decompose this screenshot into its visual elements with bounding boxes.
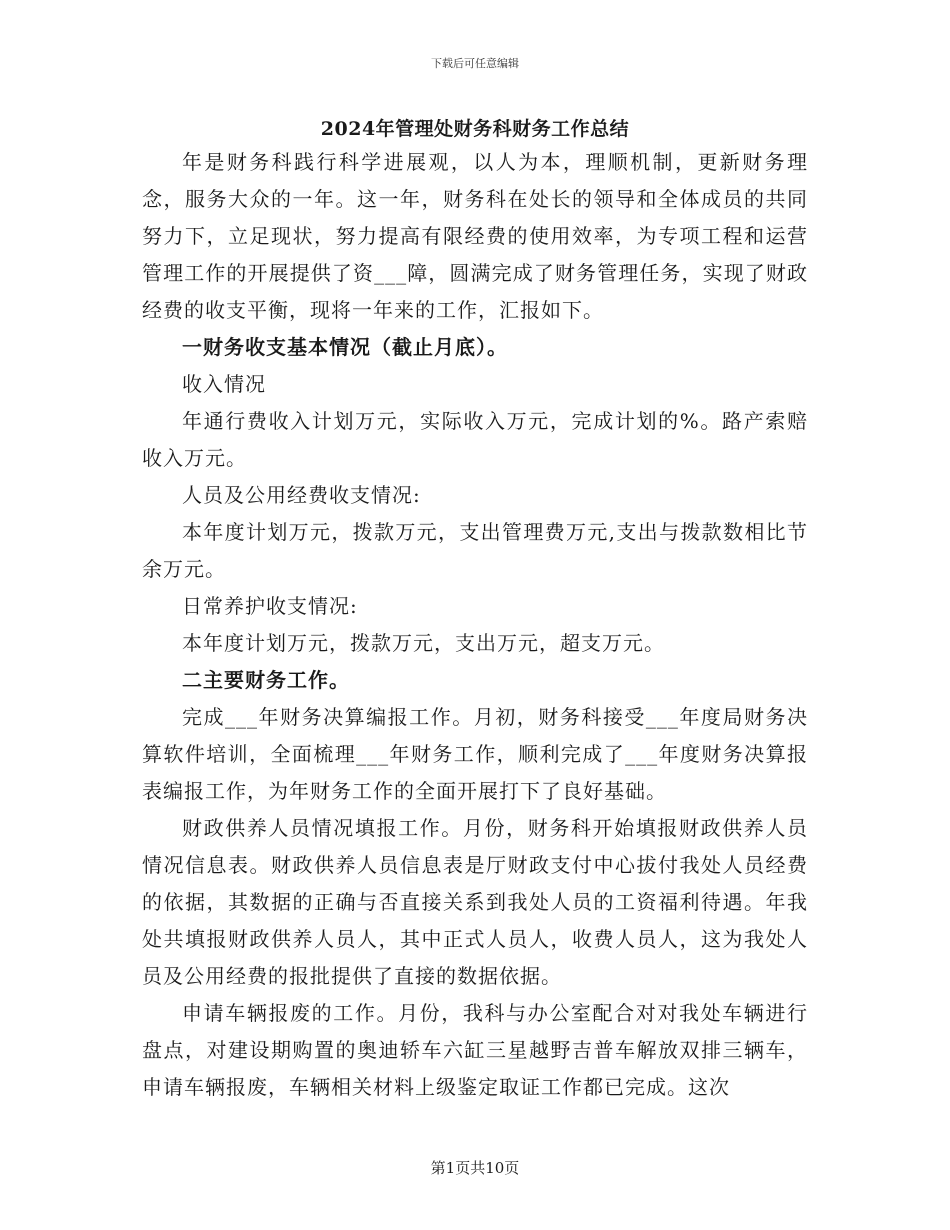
intro-paragraph: 年是财务科践行科学进展观，以人为本，理顺机制，更新财务理念，服务大众的一年。这一年，财务科在处长的领导和全体成员的共同努力下，立足现状，努力提高有限经费的使用效率，为专项工程和运营管理工作的开展提供了资___障，圆满完成了财务管理任务，实现了财政经费的收支平衡，现将一年来的工作，汇报如下。 [142,150,808,322]
document-body [142,144,808,1106]
subheading-income: 收入情况 [182,372,266,396]
paragraph-final-accounts: 完成___年财务决算编报工作。月初，财务科接受___年度局财务决算软件培训，全面梳理___年财务工作，顺利完成了___年度财务决算报表编报工作，为年财务工作的全面开展打下了良好基础。 [142,705,808,803]
document-title: 2024年管理处财务科财务工作总结 [320,118,630,140]
page-footer: 第1页共10页 [430,1159,520,1177]
paragraph-income: 年通行费收入计划万元，实际收入万元，完成计划的%。路产索赔收入万元。 [142,409,808,470]
section-heading-1: 一财务收支基本情况（截止月底）。 [182,335,508,359]
paragraph-maintenance: 本年度计划万元，拨款万元，支出万元，超支万元。 [182,631,665,655]
paragraph-personnel-funds: 本年度计划万元，拨款万元，支出管理费万元,支出与拨款数相比节余万元。 [142,520,808,581]
header-note: 下载后可任意编辑 [431,57,519,70]
paragraph-vehicle-scrap: 申请车辆报废的工作。月份，我科与办公室配合对对我处车辆进行盘点，对建设期购置的奥迪轿车六缸三星越野吉普车解放双排三辆车，申请车辆报废，车辆相关材料上级鉴定取证工作都已完成。这次 [142,1001,808,1099]
subheading-maintenance: 日常养护收支情况: [182,594,358,618]
paragraph-staff-info: 财政供养人员情况填报工作。月份，财务科开始填报财政供养人员情况信息表。财政供养人员信息表是厅财政支付中心拔付我处人员经费的依据，其数据的正确与否直接关系到我处人员的工资福利待遇。年我处共填报财政供养人员人，其中正式人员人，收费人员人，这为我处人员及公用经费的报批提供了直接的数据依据。 [142,816,808,988]
subheading-personnel-funds: 人员及公用经费收支情况: [182,483,421,507]
section-heading-2: 二主要财务工作。 [182,668,350,692]
